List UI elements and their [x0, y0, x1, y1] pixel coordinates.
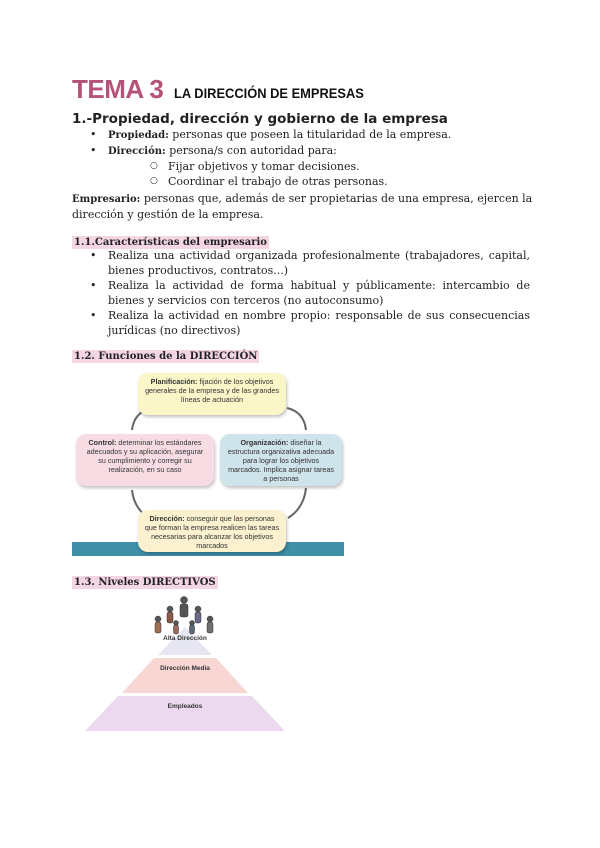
- level-empleados: Empleados: [167, 703, 203, 710]
- level-alta-direccion: Alta Dirección: [163, 635, 207, 642]
- pyramid-base-level: [85, 696, 285, 731]
- list-item: • Realiza la actividad en nombre propio: responsable de sus consecuencias jurídicas (no directivos): [90, 308, 530, 338]
- empresario-definition: Empresario: personas que, además de ser propietarias de una empresa, ejercen la dirección y gestión de la empresa.: [72, 192, 533, 221]
- list-item: • Propiedad: personas que poseen la titularidad de la empresa.: [90, 127, 451, 143]
- control-box: Control: determinar los estándares adecuados y su aplicación, asegurar su cumplimiento y corregir su realización, en su caso: [76, 434, 214, 486]
- section-1-3-heading: 1.3. Niveles DIRECTIVOS: [74, 577, 216, 588]
- sub-list-item: ○ Coordinar el trabajo de otras personas.: [150, 174, 451, 189]
- organization-box: Organización: diseñar la estructura organizativa adecuada para lograr los objetivos marcados. Implica asignar tareas a personas: [220, 434, 342, 486]
- tema-label: TEMA 3: [72, 74, 164, 104]
- management-levels-pyramid: [80, 595, 290, 735]
- section-1-1-list: [90, 248, 530, 338]
- section-1-2-heading: 1.2. Funciones de la DIRECCIÓN: [74, 351, 258, 362]
- list-item: • Realiza la actividad de forma habitual y públicamente: intercambio de bienes y servicios con terceros (no autoconsumo): [90, 278, 530, 308]
- planning-box: Planificación: fijación de los objetivos generales de la empresa y de las grandes líneas de actuación: [138, 373, 286, 415]
- level-direccion-media: Dirección Media: [160, 665, 210, 672]
- section-1-list: [90, 127, 451, 189]
- section-1-1-heading: 1.1.Características del empresario: [74, 237, 267, 248]
- list-item: • Realiza una actividad organizada profesionalmente (trabajadores, capital, bienes productivos, contratos...): [90, 248, 530, 278]
- section-1-heading: 1.-Propiedad, dirección y gobierno de la empresa: [72, 111, 448, 127]
- sub-list: [128, 159, 451, 189]
- page-title: [72, 74, 381, 105]
- direction-functions-diagram: [72, 368, 347, 558]
- pyramid-middle-level: [122, 658, 248, 693]
- sub-list-item: ○ Fijar objetivos y tomar decisiones.: [150, 159, 451, 174]
- list-item: • Dirección: persona/s con autoridad para: ○ Fijar objetivos y tomar decisiones. ○ Coordinar el trabajo de otras personas.: [90, 143, 451, 189]
- direction-box: Dirección: conseguir que las personas que forman la empresa realicen las tareas necesarias para alcanzar los objetivos marcados: [138, 510, 286, 552]
- tema-title: LA DIRECCIÓN DE EMPRESAS: [174, 85, 365, 101]
